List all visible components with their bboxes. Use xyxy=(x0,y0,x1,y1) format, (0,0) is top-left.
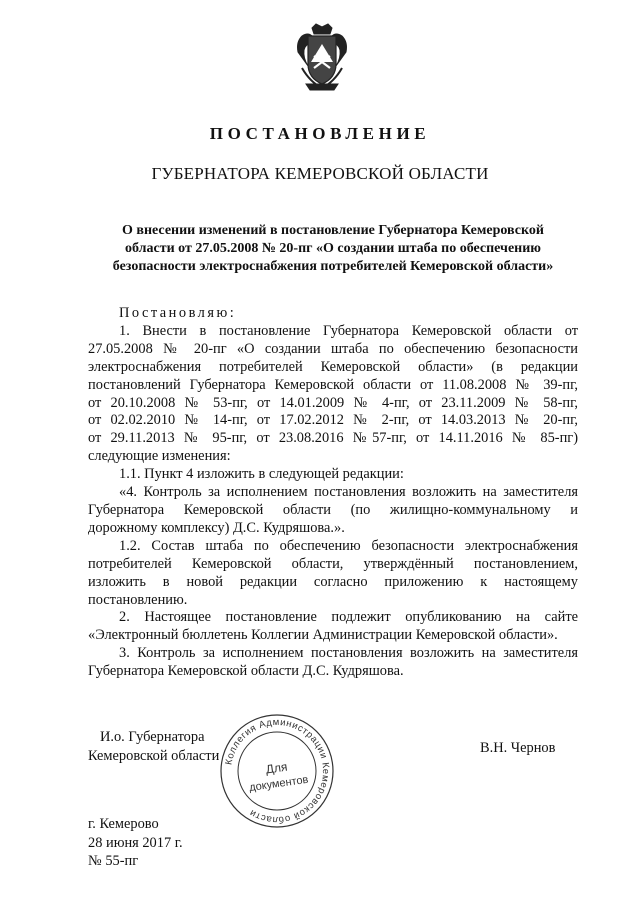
body-line: от 20.10.2008 № 53-пг, от 14.01.2009 № 4-пг, от 23.11.2009 № 58-пг, xyxy=(88,394,578,411)
body-line: потребителей Кемеровской области, утверждённый постановлением, xyxy=(88,555,578,572)
stamp-center-line: Для xyxy=(264,759,289,777)
body-line: от 02.02.2010 № 14-пг, от 17.02.2012 № 2-пг, от 14.03.2013 № 20-пг, xyxy=(88,412,578,429)
body-line: 1. Внести в постановление Губернатора Кемеровской области от xyxy=(119,322,578,339)
signature-name: В.Н. Чернов xyxy=(480,740,556,756)
body-line: «Электронный бюллетень Коллегии Администрации Кемеровской области». xyxy=(88,627,558,644)
document-title: ПОСТАНОВЛЕНИЕ xyxy=(209,124,431,143)
body-line: следующие изменения: xyxy=(88,448,231,465)
body-line: 1.2. Состав штаба по обеспечению безопасности электроснабжения xyxy=(119,537,578,554)
body-line: Губернатора Кемеровской области Д.С. Кудряшова. xyxy=(88,663,404,680)
body-line: «4. Контроль за исполнением постановления возложить на заместителя xyxy=(119,484,578,501)
body-line: 27.05.2008 № 20-пг «О создании штаба по обеспечению безопасности xyxy=(88,340,578,357)
footer-city: г. Кемерово xyxy=(88,816,159,832)
body-line: постановлению. xyxy=(88,591,188,608)
body-line: дорожному комплексу) Д.С. Кудряшова.». xyxy=(88,519,345,536)
signature-position xyxy=(88,728,219,766)
decree-word: Постановляю: xyxy=(119,305,237,321)
body-line: Губернатора Кемеровской области (по жилищно-коммунальному и xyxy=(88,501,578,518)
body-line: электроснабжения потребителей Кемеровской области» (в редакции xyxy=(88,358,578,375)
stamp-center-line: документов xyxy=(248,773,310,794)
signature-position-line: И.о. Губернатора xyxy=(100,729,205,745)
footer-number: № 55-пг xyxy=(88,853,139,869)
heading-line: области от 27.05.2008 № 20-пг «О создании штаба по обеспечению xyxy=(125,241,541,256)
signature-position-line: Кемеровской области xyxy=(88,748,220,764)
body-line: от 29.11.2013 № 95-пг, от 23.08.2016 №57-пг, от 14.11.2016 № 85-пг) xyxy=(88,430,578,447)
stamp-ring-text: Коллегия Администрации Кемеровской области xyxy=(223,716,332,826)
body-line: постановлений Губернатора Кемеровской области от 11.08.2008 № 39-пг, xyxy=(88,376,578,393)
footer-date: 28 июня 2017 г. xyxy=(88,834,183,851)
heading-line: О внесении изменений в постановление Губернатора Кемеровской xyxy=(122,223,544,238)
coat-of-arms-icon xyxy=(294,22,350,94)
body-line: 1.1. Пункт 4 изложить в следующей редакции: xyxy=(119,466,404,483)
document-heading xyxy=(88,222,578,276)
body-line: 2. Настоящее постановление подлежит опубликованию на сайте xyxy=(119,609,578,626)
body-line: 3. Контроль за исполнением постановления возложить на заместителя xyxy=(119,645,578,662)
official-stamp xyxy=(218,712,336,830)
document-body xyxy=(88,305,578,681)
heading-line: безопасности электроснабжения потребителей Кемеровской области» xyxy=(112,259,554,274)
body-line: изложить в новой редакции согласно приложению к настоящему xyxy=(88,573,578,590)
document-footer xyxy=(88,815,183,871)
document-subtitle: ГУБЕРНАТОРА КЕМЕРОВСКОЙ ОБЛАСТИ xyxy=(151,164,489,183)
